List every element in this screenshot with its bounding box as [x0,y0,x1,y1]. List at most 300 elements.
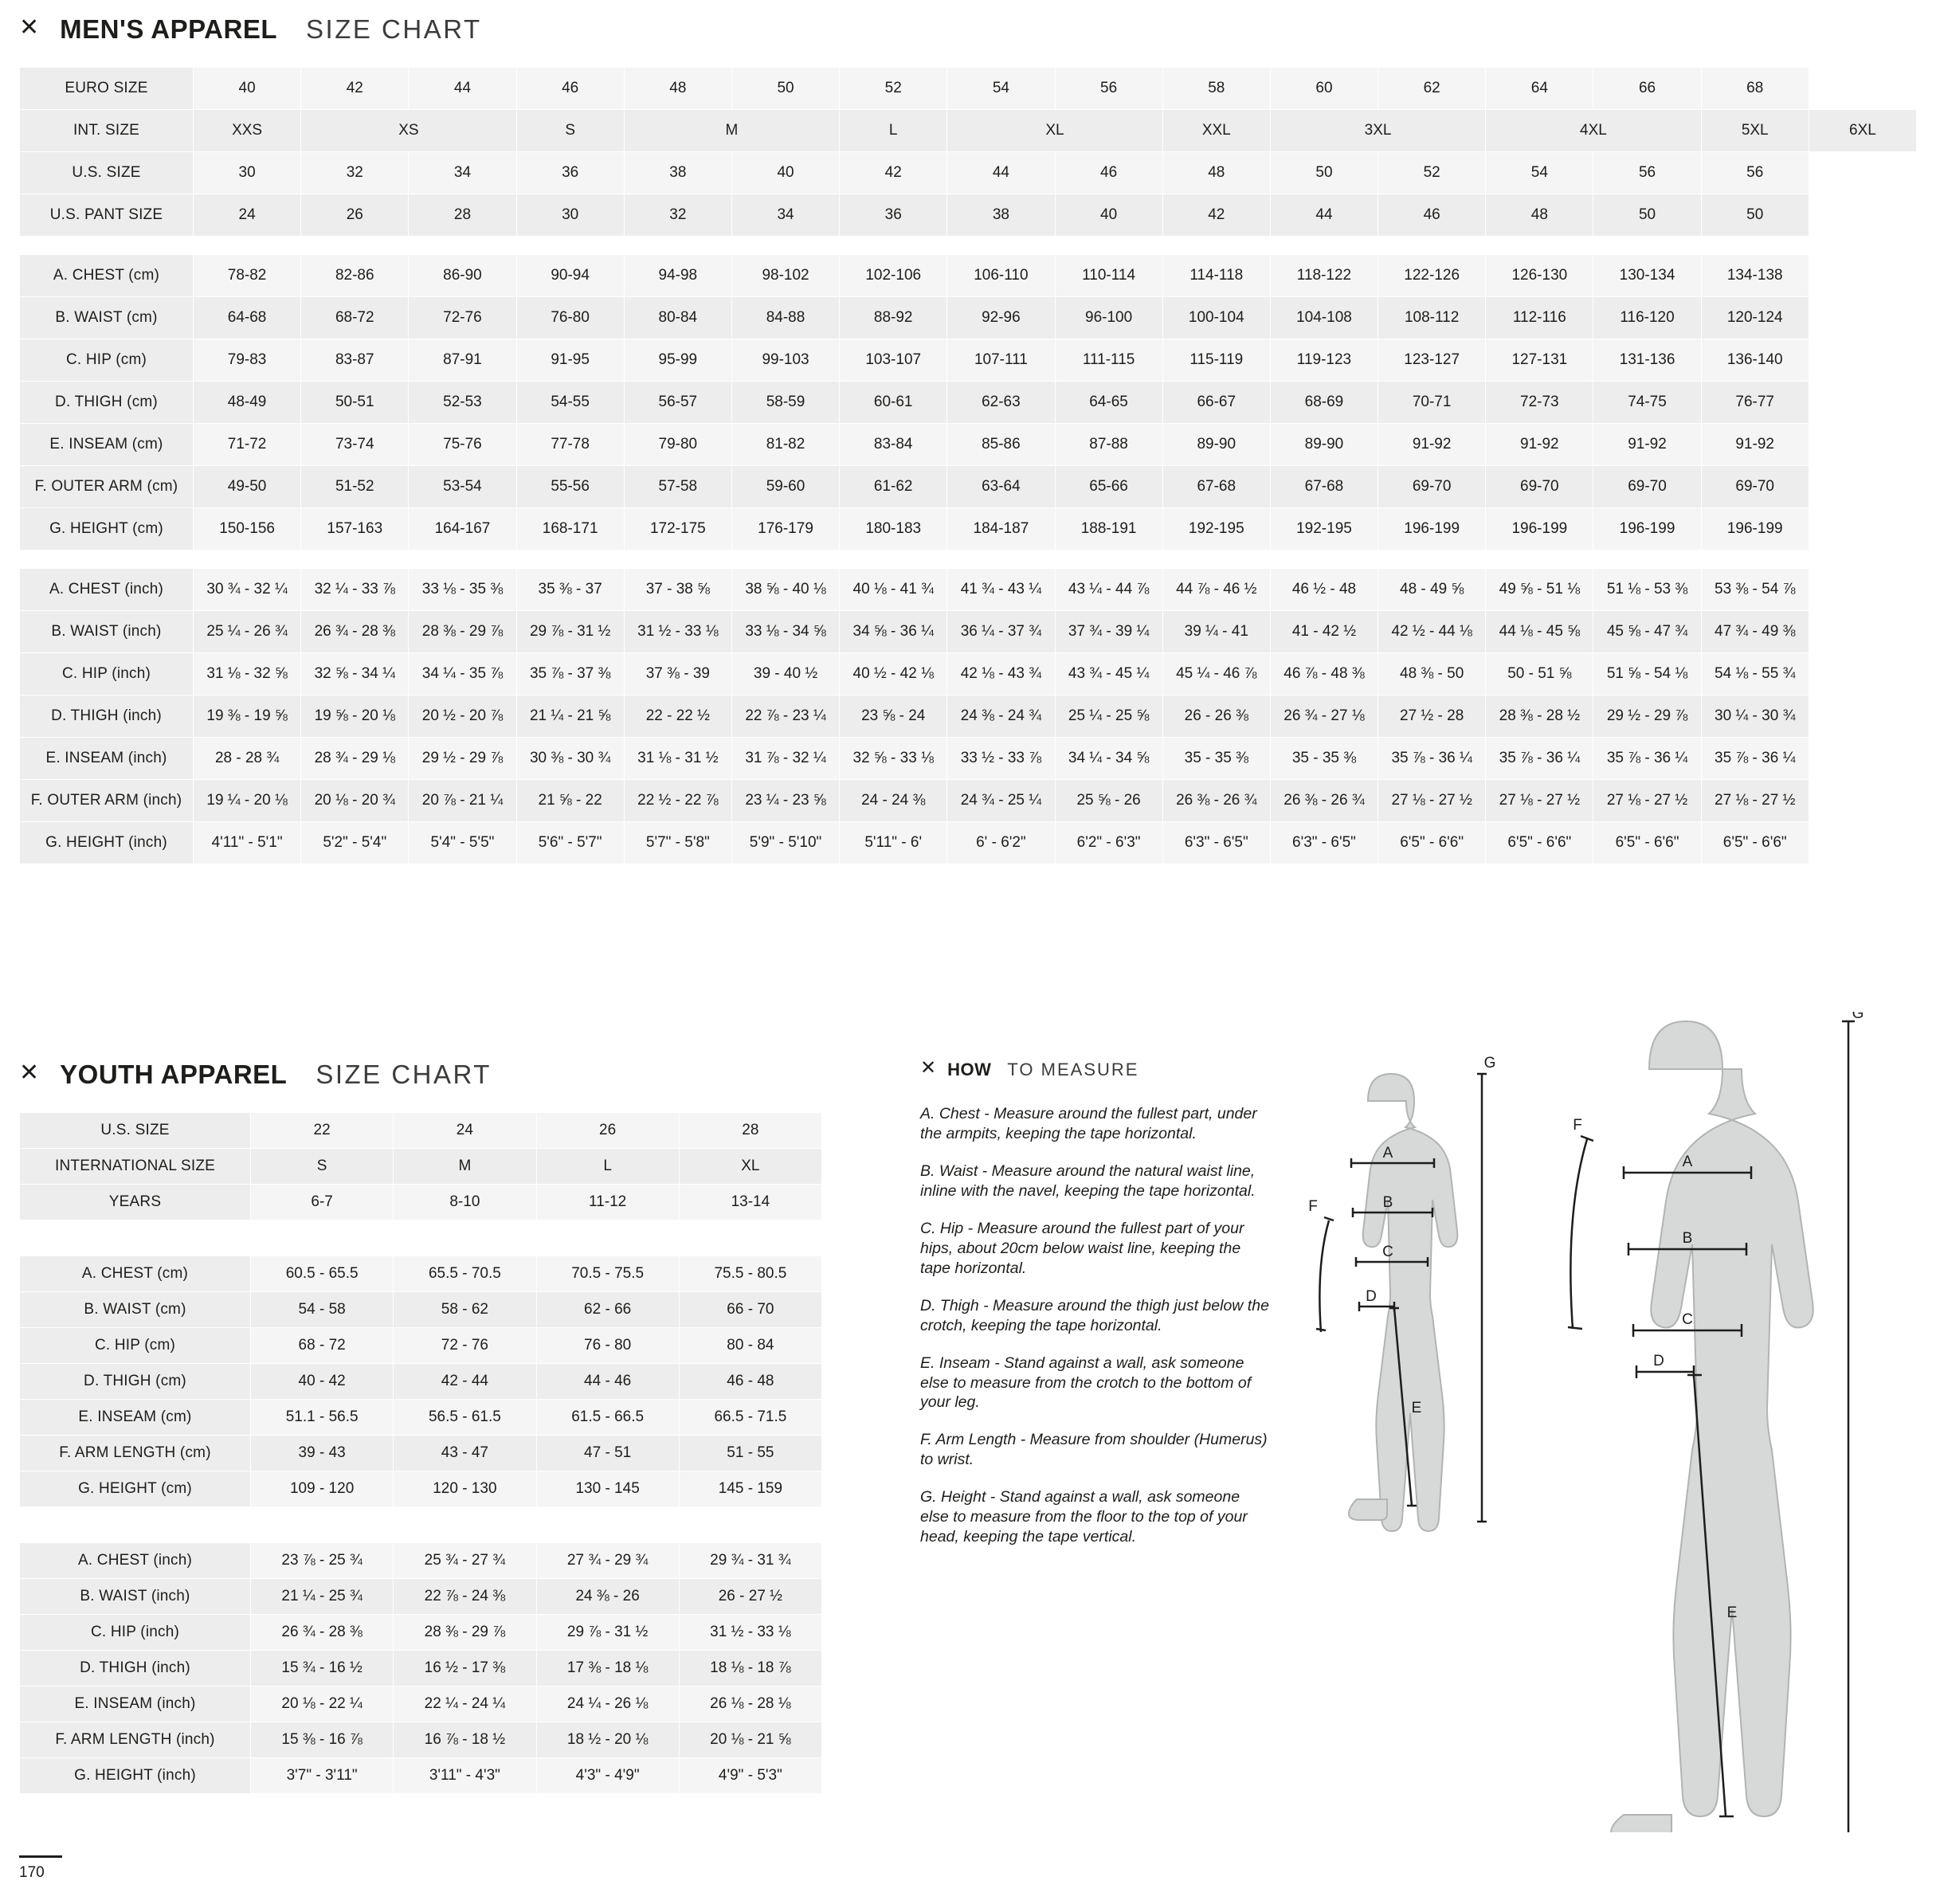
table-cell: 4'11" - 5'1" [194,822,301,864]
row-label: C. HIP (inch) [20,1615,251,1651]
table-cell: 28 ⅜ - 29 ⅞ [409,611,516,653]
table-cell: 48 [624,68,731,110]
table-cell: 20 ½ - 20 ⅞ [409,695,516,738]
table-cell: 164-167 [409,508,516,550]
table-cell: 33 ⅛ - 34 ⅝ [731,611,839,653]
table-cell: 26 ⅛ - 28 ⅛ [679,1687,821,1722]
table-cell: 91-92 [1701,424,1809,466]
table-cell: XL [679,1149,821,1185]
table-cell: 8-10 [394,1185,536,1220]
table-cell: 45 ¼ - 46 ⅞ [1162,653,1270,695]
table-cell: 89-90 [1162,424,1270,466]
table-cell: 51.1 - 56.5 [251,1400,394,1436]
table-cell: 130 - 145 [536,1471,679,1507]
table-cell: L [536,1149,679,1185]
table-cell: 13-14 [679,1185,821,1220]
table-cell: 29 ¾ - 31 ¾ [679,1543,821,1579]
table-cell: 68-72 [301,297,409,339]
table-cell: 67-68 [1270,466,1378,508]
table-cell: XS [301,110,516,152]
table-cell: 22 [251,1113,394,1149]
table-cell: 70-71 [1378,382,1486,424]
row-label: D. THIGH (cm) [20,1364,251,1400]
howto-title-light: TO MEASURE [1007,1060,1139,1079]
table-cell: 126-130 [1486,255,1593,297]
table-row [20,1722,822,1758]
table-cell: 60.5 - 65.5 [251,1256,394,1292]
table-row [20,424,1917,466]
table-cell: 30 ⅜ - 30 ¾ [516,738,624,780]
table-spacer-row [20,237,1917,255]
table-row [20,1579,822,1615]
table-cell: 176-179 [731,508,839,550]
howto-header [920,1057,1271,1080]
table-cell: 52 [1378,152,1486,194]
howto-paragraph: B. Waist - Measure around the natural waist line, inline with the navel, keeping the tape horizontal. [920,1162,1256,1200]
table-cell: 46 [516,68,624,110]
table-cell: 67-68 [1162,466,1270,508]
table-cell: 65-66 [1055,466,1162,508]
table-cell: 26 ¾ - 27 ⅛ [1270,695,1378,738]
table-cell: 50 [1593,194,1701,237]
table-cell: 35 - 35 ⅜ [1270,738,1378,780]
table-cell: 24 ⅜ - 26 [536,1579,679,1615]
table-cell: 34 [731,194,839,237]
table-cell: 28 ⅜ - 28 ½ [1486,695,1593,738]
table-row [20,508,1917,550]
table-cell: 43 - 47 [394,1436,536,1471]
row-label: G. HEIGHT (inch) [20,1758,251,1794]
table-cell: 44 - 46 [536,1364,679,1400]
table-cell: 157-163 [301,508,409,550]
table-cell: 47 ¾ - 49 ⅜ [1701,611,1809,653]
table-cell: 32 ¼ - 33 ⅞ [301,569,409,611]
table-cell: 54 ⅛ - 55 ¾ [1701,653,1809,695]
table-cell: 53 ⅜ - 54 ⅞ [1701,569,1809,611]
table-cell: 5XL [1701,110,1809,152]
table-cell: 51 ⅝ - 54 ⅛ [1593,653,1701,695]
table-row [20,1471,822,1507]
table-cell: 91-92 [1593,424,1701,466]
table-cell: 26 - 27 ½ [679,1579,821,1615]
table-cell: 72-76 [409,297,516,339]
table-cell: 35 ⅞ - 36 ¼ [1593,738,1701,780]
table-cell: 85-86 [947,424,1055,466]
row-label: E. INSEAM (cm) [20,424,194,466]
table-cell: 40 ½ - 42 ⅛ [840,653,947,695]
table-cell: 39 - 40 ½ [731,653,839,695]
table-cell: 6' - 6'2" [947,822,1055,864]
table-cell: 54 - 58 [251,1292,394,1328]
table-cell: 24 [394,1113,536,1149]
table-cell: 37 ⅜ - 39 [624,653,731,695]
table-cell: 6'5" - 6'6" [1593,822,1701,864]
table-cell: 76-80 [516,297,624,339]
table-cell: 3'7" - 3'11" [251,1758,394,1794]
table-cell: 4'9" - 5'3" [679,1758,821,1794]
table-row [20,569,1917,611]
table-cell: 40 - 42 [251,1364,394,1400]
table-cell: 91-95 [516,339,624,382]
table-cell: 6'5" - 6'6" [1378,822,1486,864]
table-spacer-row [20,550,1917,569]
howto-paragraph: A. Chest - Measure around the fullest part, under the armpits, keeping the tape horizontal. [920,1105,1257,1142]
table-cell: 30 ¼ - 30 ¾ [1701,695,1809,738]
table-cell: 66.5 - 71.5 [679,1400,821,1436]
row-label: D. THIGH (inch) [20,695,194,738]
table-cell: 68 - 72 [251,1328,394,1364]
table-cell: 26 ¾ - 28 ⅜ [301,611,409,653]
table-cell: 53-54 [409,466,516,508]
table-cell: 73-74 [301,424,409,466]
table-cell: 56.5 - 61.5 [394,1400,536,1436]
table-cell: 69-70 [1486,466,1593,508]
table-cell: 131-136 [1593,339,1701,382]
table-cell: 32 [624,194,731,237]
table-cell: 196-199 [1593,508,1701,550]
table-cell: 31 ⅛ - 31 ½ [624,738,731,780]
table-row [20,1651,822,1687]
row-label: G. HEIGHT (inch) [20,822,194,864]
table-cell: 90-94 [516,255,624,297]
table-cell: 37 ¾ - 39 ¼ [1055,611,1162,653]
table-cell: 30 ¾ - 32 ¼ [194,569,301,611]
table-cell: 37 - 38 ⅝ [624,569,731,611]
table-cell: 20 ⅛ - 22 ¼ [251,1687,394,1722]
table-cell: 54 [1486,152,1593,194]
table-cell: 5'11" - 6' [840,822,947,864]
close-icon[interactable]: ✕ [920,1057,937,1079]
table-cell: 28 - 28 ¾ [194,738,301,780]
table-cell: 22 ¼ - 24 ¼ [394,1687,536,1722]
table-cell: 84-88 [731,297,839,339]
table-cell: 28 [679,1113,821,1149]
table-cell: 42 ½ - 44 ⅛ [1378,611,1486,653]
table-cell: 46 ½ - 48 [1270,569,1378,611]
mens-size-table [19,67,1917,864]
table-cell: 61-62 [840,466,947,508]
table-cell: 34 [409,152,516,194]
row-label: D. THIGH (cm) [20,382,194,424]
table-row [20,1400,822,1436]
table-cell: 58 - 62 [394,1292,536,1328]
table-cell: 48 - 49 ⅝ [1378,569,1486,611]
table-cell: 39 ¼ - 41 [1162,611,1270,653]
row-label: D. THIGH (inch) [20,1651,251,1687]
figure-label-e: E [1726,1604,1738,1621]
table-cell: 21 ⅝ - 22 [516,780,624,822]
table-row [20,1113,822,1149]
table-cell: 111-115 [1055,339,1162,382]
table-cell: S [251,1149,394,1185]
table-cell: 75.5 - 80.5 [679,1256,821,1292]
table-cell: 51-52 [301,466,409,508]
table-cell: 92-96 [947,297,1055,339]
table-cell: 120-124 [1701,297,1809,339]
table-cell: 196-199 [1378,508,1486,550]
table-cell: 40 [731,152,839,194]
row-label: EURO SIZE [20,68,194,110]
table-cell: 20 ⅛ - 21 ⅝ [679,1722,821,1758]
table-cell: 6-7 [251,1185,394,1220]
table-cell: 80 - 84 [679,1328,821,1364]
table-cell: 44 [409,68,516,110]
table-row [20,466,1917,508]
table-cell: 87-88 [1055,424,1162,466]
figure-label-b: B [1682,1230,1693,1247]
table-cell: 29 ⅞ - 31 ½ [516,611,624,653]
table-cell: 5'4" - 5'5" [409,822,516,864]
table-cell: 33 ⅛ - 35 ⅜ [409,569,516,611]
mens-chart-header [0,0,1936,45]
table-cell: 83-84 [840,424,947,466]
figure-label-g: G [1483,1055,1496,1071]
table-cell: 44 ⅞ - 46 ½ [1162,569,1270,611]
table-cell: 26 ¾ - 28 ⅜ [251,1615,394,1651]
table-cell: 4'3" - 4'9" [536,1758,679,1794]
table-cell: 15 ⅜ - 16 ⅞ [251,1722,394,1758]
table-cell: 66-67 [1162,382,1270,424]
row-label: INTERNATIONAL SIZE [20,1149,251,1185]
table-cell: 51 - 55 [679,1436,821,1471]
table-cell: 27 ⅛ - 27 ½ [1378,780,1486,822]
table-row [20,1364,822,1400]
table-cell: 30 [516,194,624,237]
table-cell: 52-53 [409,382,516,424]
table-cell: 95-99 [624,339,731,382]
row-label: INT. SIZE [20,110,194,152]
table-cell: 66 [1593,68,1701,110]
table-cell: 42 - 44 [394,1364,536,1400]
table-cell: 35 ⅜ - 37 [516,569,624,611]
table-row [20,1436,822,1471]
table-cell: 87-91 [409,339,516,382]
table-cell: 24 ⅜ - 24 ¾ [947,695,1055,738]
table-cell: 35 ⅞ - 37 ⅜ [516,653,624,695]
figure-label-a: A [1382,1145,1393,1162]
howto-paragraph: G. Height - Stand against a wall, ask someone else to measure from the floor to the top of your head, keeping the tape vertical. [920,1488,1248,1546]
table-cell: 136-140 [1701,339,1809,382]
table-cell: 24 - 24 ⅜ [840,780,947,822]
table-cell: 60 [1270,68,1378,110]
table-row [20,1185,822,1220]
row-label: C. HIP (inch) [20,653,194,695]
table-cell: 76-77 [1701,382,1809,424]
table-cell: 24 [194,194,301,237]
table-cell: 42 ⅛ - 43 ¾ [947,653,1055,695]
table-cell: 83-87 [301,339,409,382]
table-row [20,1328,822,1364]
table-cell: 35 ⅞ - 36 ¼ [1486,738,1593,780]
table-cell: 23 ⅝ - 24 [840,695,947,738]
close-icon[interactable]: ✕ [19,14,40,41]
table-cell: XL [947,110,1162,152]
table-cell: 81-82 [731,424,839,466]
table-cell: 6'2" - 6'3" [1055,822,1162,864]
figure-label-c: C [1382,1244,1393,1260]
figure-label-g: G [1852,1012,1864,1022]
table-cell: 64 [1486,68,1593,110]
table-cell: 66 - 70 [679,1292,821,1328]
page-footer [19,1855,115,1882]
row-label: G. HEIGHT (cm) [20,508,194,550]
row-label: A. CHEST (cm) [20,1256,251,1292]
table-cell: 56-57 [624,382,731,424]
table-cell: 17 ⅜ - 18 ⅛ [536,1651,679,1687]
row-label: F. ARM LENGTH (inch) [20,1722,251,1758]
row-label: A. CHEST (inch) [20,569,194,611]
table-cell: 107-111 [947,339,1055,382]
table-cell: 36 [840,194,947,237]
table-row [20,822,1917,864]
table-cell: 3XL [1270,110,1485,152]
table-cell: 75-76 [409,424,516,466]
table-cell: 62 - 66 [536,1292,679,1328]
table-cell: 27 ⅛ - 27 ½ [1593,780,1701,822]
table-cell: 20 ⅞ - 21 ¼ [409,780,516,822]
table-cell: 72-73 [1486,382,1593,424]
row-label: U.S. PANT SIZE [20,194,194,237]
table-cell: 20 ⅛ - 20 ¾ [301,780,409,822]
table-cell: 58-59 [731,382,839,424]
table-cell: 16 ½ - 17 ⅜ [394,1651,536,1687]
table-cell: 38 ⅝ - 40 ⅛ [731,569,839,611]
table-row [20,110,1917,152]
table-cell: 19 ⅜ - 19 ⅝ [194,695,301,738]
row-label: B. WAIST (inch) [20,1579,251,1615]
table-cell: 41 ¾ - 43 ¼ [947,569,1055,611]
table-cell: 25 ¾ - 27 ¾ [394,1543,536,1579]
table-cell: 64-65 [1055,382,1162,424]
close-icon[interactable]: ✕ [19,1060,40,1086]
table-cell: 104-108 [1270,297,1378,339]
table-cell: 32 ⅝ - 33 ⅛ [840,738,947,780]
table-cell: 34 ⅝ - 36 ¼ [840,611,947,653]
table-cell: 23 ¼ - 23 ⅝ [731,780,839,822]
table-cell: 44 ⅛ - 45 ⅝ [1486,611,1593,653]
table-cell: 21 ¼ - 25 ¾ [251,1579,394,1615]
table-cell: 150-156 [194,508,301,550]
table-cell: 50 - 51 ⅝ [1486,653,1593,695]
table-cell: L [840,110,947,152]
table-cell: 25 ¼ - 26 ¾ [194,611,301,653]
table-cell: 34 ¼ - 34 ⅝ [1055,738,1162,780]
table-cell: 50-51 [301,382,409,424]
adult-body-figure [1611,1021,1813,1832]
table-cell: 6XL [1809,110,1916,152]
table-cell: 23 ⅞ - 25 ¾ [251,1543,394,1579]
table-cell: 6'3" - 6'5" [1270,822,1378,864]
row-label: B. WAIST (inch) [20,611,194,653]
table-cell: 38 [947,194,1055,237]
table-cell: 42 [840,152,947,194]
figure-label-d: D [1653,1353,1664,1369]
table-cell: 24 ¼ - 26 ⅛ [536,1687,679,1722]
table-cell: 114-118 [1162,255,1270,297]
table-cell: 88-92 [840,297,947,339]
mens-title-light: SIZE CHART [306,14,482,44]
table-cell: 22 ⅞ - 24 ⅜ [394,1579,536,1615]
table-cell: 61.5 - 66.5 [536,1400,679,1436]
table-cell: 31 ⅛ - 32 ⅝ [194,653,301,695]
table-cell: XXS [194,110,301,152]
table-cell: 29 ½ - 29 ⅞ [1593,695,1701,738]
table-cell: 82-86 [301,255,409,297]
table-row [20,339,1917,382]
table-cell: 69-70 [1701,466,1809,508]
table-cell: 77-78 [516,424,624,466]
table-cell: 116-120 [1593,297,1701,339]
table-cell: 50 [731,68,839,110]
table-cell: 46 [1378,194,1486,237]
table-row [20,1615,822,1651]
table-cell: 44 [1270,194,1378,237]
table-spacer-row [20,1507,822,1543]
table-cell: 192-195 [1162,508,1270,550]
table-cell: 30 [194,152,301,194]
table-row [20,382,1917,424]
table-row [20,1149,822,1185]
table-cell: 5'2" - 5'4" [301,822,409,864]
table-cell: 42 [301,68,409,110]
table-row [20,297,1917,339]
table-cell: 43 ¼ - 44 ⅞ [1055,569,1162,611]
table-cell: 49 ⅝ - 51 ⅛ [1486,569,1593,611]
table-cell: 103-107 [840,339,947,382]
table-cell: 69-70 [1378,466,1486,508]
table-cell: 57-58 [624,466,731,508]
table-cell: 22 ⅞ - 23 ¼ [731,695,839,738]
table-cell: 18 ½ - 20 ⅛ [536,1722,679,1758]
table-cell: 108-112 [1378,297,1486,339]
table-cell: 39 - 43 [251,1436,394,1471]
table-row [20,1256,822,1292]
table-row [20,653,1917,695]
table-cell: 43 ¾ - 45 ¼ [1055,653,1162,695]
table-row [20,152,1917,194]
table-cell: 72 - 76 [394,1328,536,1364]
figure-label-a: A [1682,1154,1693,1170]
row-label: YEARS [20,1185,251,1220]
table-row [20,1687,822,1722]
table-cell: 47 - 51 [536,1436,679,1471]
table-cell: 48 ⅜ - 50 [1378,653,1486,695]
table-cell: 28 ⅜ - 29 ⅞ [394,1615,536,1651]
table-cell: 74-75 [1593,382,1701,424]
table-cell: 19 ¼ - 20 ⅛ [194,780,301,822]
table-cell: 26 [536,1113,679,1149]
mens-title-bold: MEN'S APPAREL [60,14,278,44]
table-cell: 42 [1162,194,1270,237]
table-cell: 35 - 35 ⅜ [1162,738,1270,780]
table-cell: 46 [1055,152,1162,194]
table-cell: 3'11" - 4'3" [394,1758,536,1794]
row-label: F. ARM LENGTH (cm) [20,1436,251,1471]
table-cell: 184-187 [947,508,1055,550]
table-cell: 109 - 120 [251,1471,394,1507]
table-cell: 196-199 [1701,508,1809,550]
table-cell: 100-104 [1162,297,1270,339]
table-cell: 24 ¾ - 25 ¼ [947,780,1055,822]
table-row [20,255,1917,297]
row-label: U.S. SIZE [20,152,194,194]
table-cell: 32 [301,152,409,194]
table-cell: 64-68 [194,297,301,339]
table-cell: 6'5" - 6'6" [1486,822,1593,864]
table-cell: 31 ½ - 33 ⅛ [624,611,731,653]
table-cell: 102-106 [840,255,947,297]
table-row [20,738,1917,780]
